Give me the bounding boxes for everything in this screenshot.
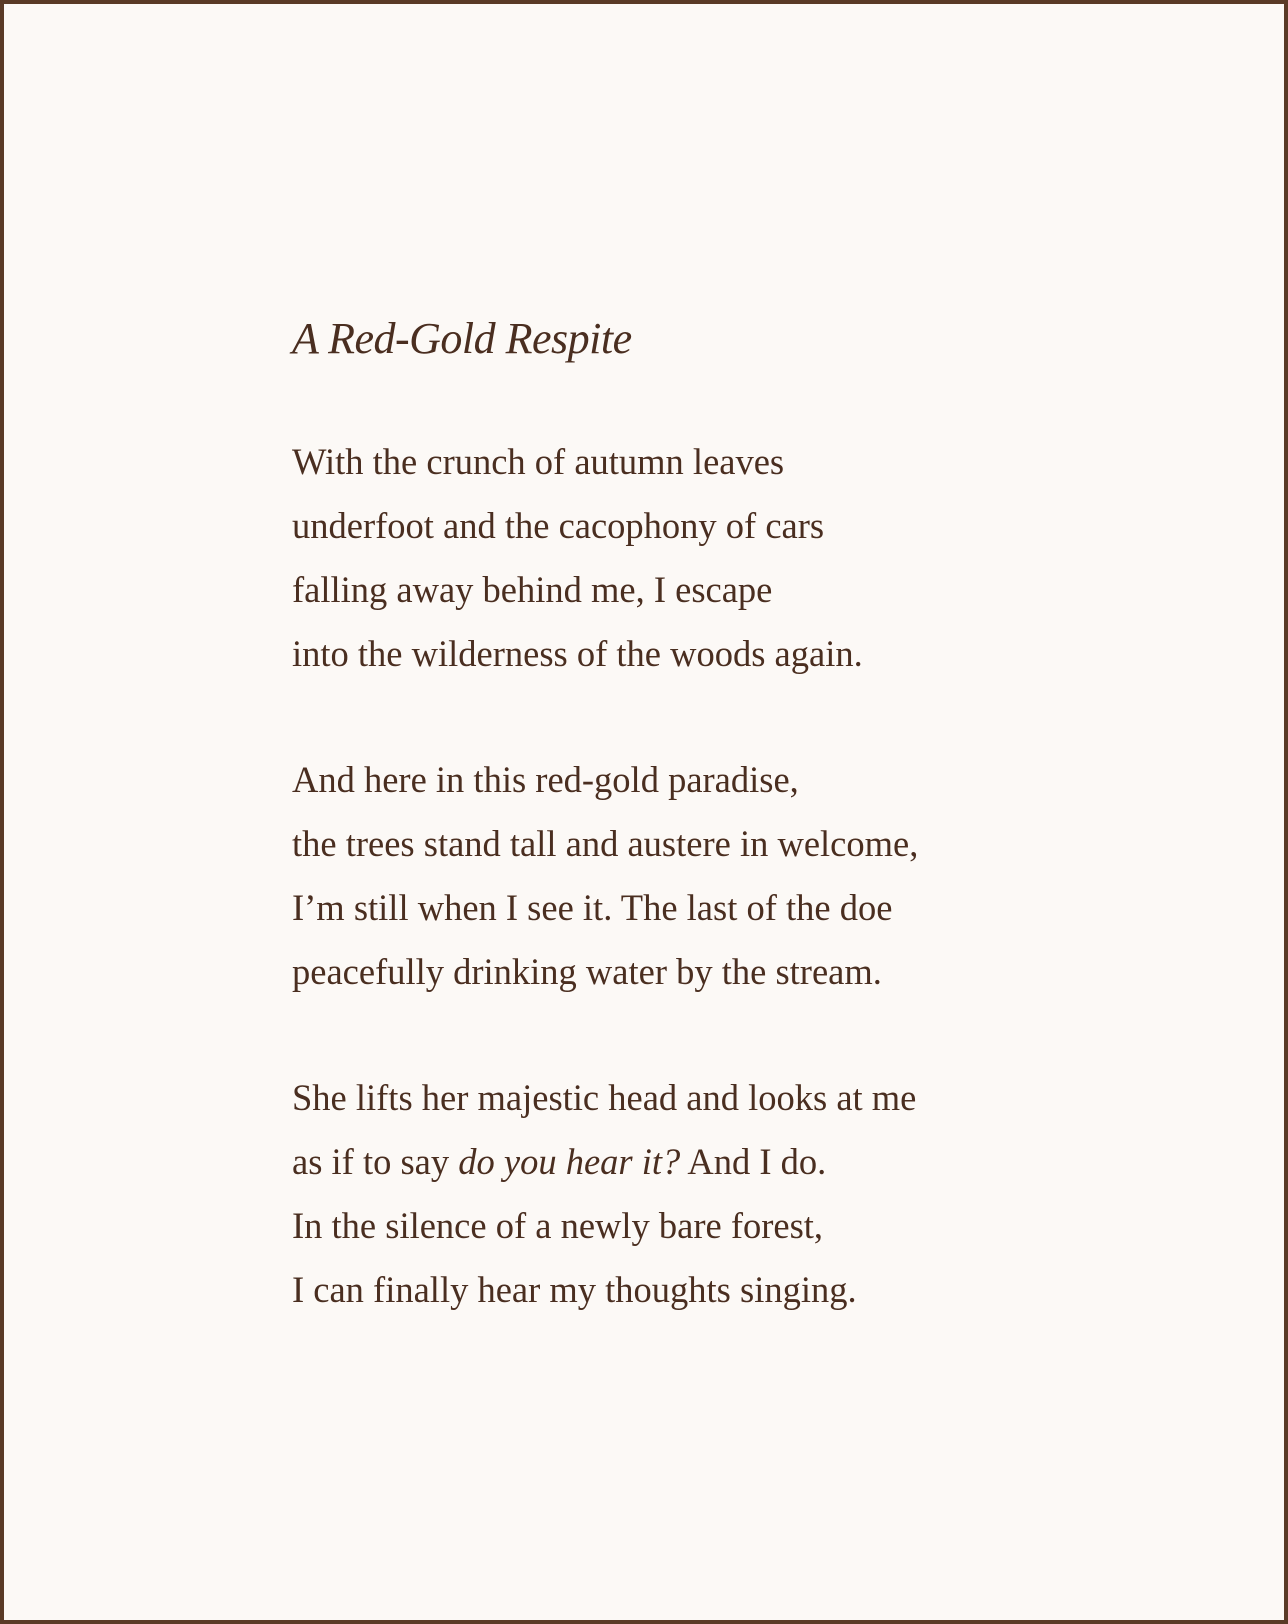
poem-line: falling away behind me, I escape bbox=[292, 569, 773, 610]
poem-line-with-italic bbox=[292, 1130, 918, 1194]
poem-line: She lifts her majestic head and looks at me bbox=[292, 1077, 917, 1118]
poem-line: underfoot and the cacophony of cars bbox=[292, 505, 825, 546]
stanza-2 bbox=[292, 748, 918, 1004]
poem-line: peacefully drinking water by the stream. bbox=[292, 951, 882, 992]
italic-phrase: do you hear it? bbox=[458, 1141, 681, 1182]
poem-line: the trees stand tall and austere in welcome, bbox=[292, 823, 919, 864]
poem-line: In the silence of a newly bare forest, bbox=[292, 1205, 824, 1246]
stanza-1 bbox=[292, 430, 918, 686]
poem-line: I can finally hear my thoughts singing. bbox=[292, 1269, 857, 1310]
poem-title: A Red-Gold Respite bbox=[292, 314, 632, 363]
stanza-3 bbox=[292, 1066, 918, 1322]
poem-line: I’m still when I see it. The last of the doe bbox=[292, 887, 893, 928]
poem-line: And here in this red-gold paradise, bbox=[292, 759, 799, 800]
line-text-after: And I do. bbox=[680, 1141, 827, 1182]
poem-page bbox=[4, 4, 1284, 1620]
poem-line: into the wilderness of the woods again. bbox=[292, 633, 863, 674]
poem bbox=[292, 304, 918, 1384]
line-text-before: as if to say bbox=[292, 1141, 459, 1182]
poem-line: With the crunch of autumn leaves bbox=[292, 441, 785, 482]
